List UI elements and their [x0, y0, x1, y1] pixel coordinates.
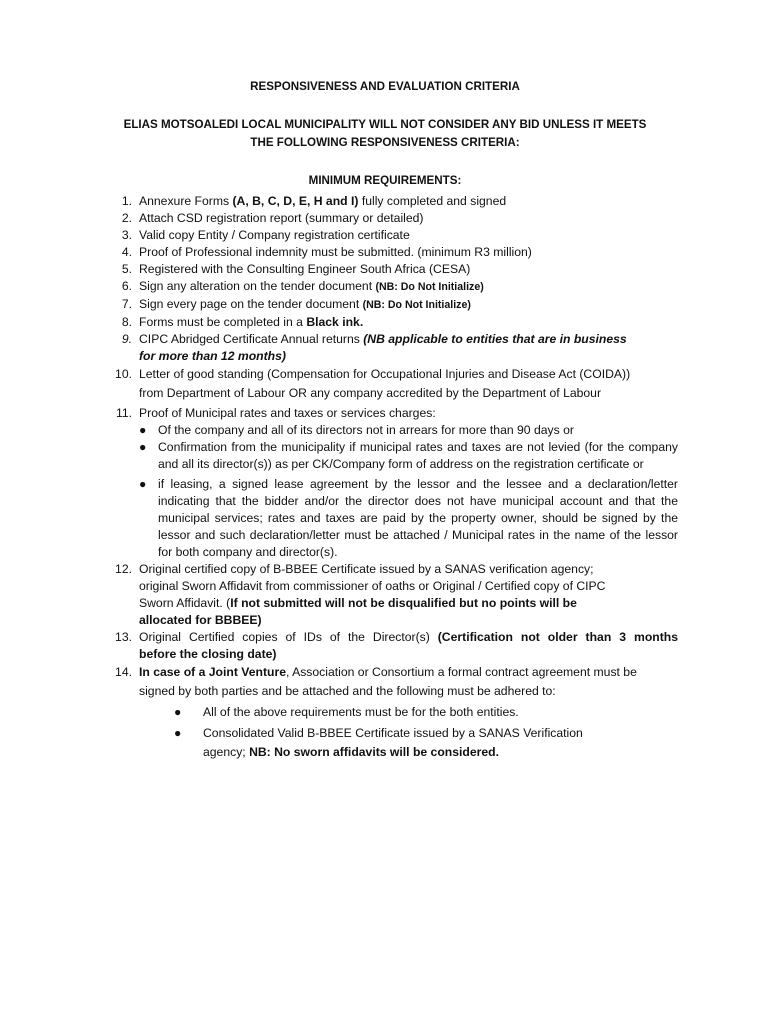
item-text: fully completed and signed	[358, 194, 507, 208]
item-text: Annexure Forms	[139, 194, 233, 208]
requirement-item-11	[110, 405, 678, 422]
item-bold-text: before the closing date)	[139, 647, 277, 661]
item-text: , Association or Consortium a formal contract agreement must be	[285, 665, 637, 679]
list-item	[110, 476, 678, 561]
item-number: 3.	[121, 228, 132, 242]
item-number: 9.	[121, 332, 132, 346]
item-bold-text: (NB: Do Not Initialize)	[375, 281, 484, 293]
minimum-requirements-heading: MINIMUM REQUIREMENTS:	[308, 174, 462, 187]
item-number: 1.	[121, 194, 132, 208]
item-text: Proof of Professional indemnity must be submitted. (minimum R3 million)	[139, 245, 532, 259]
requirement-item-5	[110, 261, 678, 278]
bullet-text: All of the above requirements must be for the both entities.	[203, 705, 519, 719]
requirement-item-3	[110, 227, 678, 244]
requirement-item-12	[110, 561, 678, 629]
item-text: signed by both parties and be attached and the following must be adhered to:	[139, 684, 556, 698]
item-bold-text: allocated for BBBEE)	[139, 613, 262, 627]
bullet-text: Of the company and all of its directors not in arrears for more than 90 days or	[158, 423, 574, 437]
item-text: original Sworn Affidavit from commissioner of oaths or Original / Certified copy of CIPC	[139, 579, 606, 593]
item-number: 14.	[115, 665, 132, 679]
item-text: Original certified copy of B-BBEE Certificate issued by a SANAS verification agency;	[139, 562, 594, 576]
requirement-item-14	[110, 664, 678, 700]
list-item	[110, 422, 678, 439]
item-number: 5.	[121, 262, 132, 276]
requirement-item-4	[110, 244, 678, 261]
item-text: Forms must be completed in a	[139, 315, 307, 329]
item-text: Sign every page on the tender document	[139, 297, 363, 311]
requirement-item-8	[110, 314, 678, 331]
list-item	[110, 704, 678, 721]
item-number: 12.	[115, 562, 132, 576]
bullet-icon: ●	[139, 477, 147, 491]
bullet-bold-text: NB: No sworn affidavits will be considered.	[249, 745, 499, 759]
requirements-list	[110, 193, 678, 761]
item-bold-text: (NB applicable to entities that are in business	[363, 332, 627, 346]
item-number: 11.	[115, 406, 132, 420]
responsiveness-statement	[90, 116, 680, 152]
item-text: Attach CSD registration report (summary or detailed)	[139, 211, 424, 225]
item-bold-text: for more than 12 months)	[139, 349, 286, 363]
bullet-text: if leasing, a signed lease agreement by the lessor and the lessee and a declaration/letter indicating that the bidder and/or the director does not have municipal account and that the municipal services; rates and taxes are paid by the property owner, should be signed by the lessor and such declaration/letter must be attached / Municipal rates in the name of the lessor for both company and director(s).	[158, 477, 678, 559]
item-text: from Department of Labour OR any company accredited by the Department of Labour	[139, 386, 602, 400]
item-number: 6.	[121, 279, 132, 293]
item-bold-text: Black ink.	[306, 315, 364, 329]
bullet-icon: ●	[139, 440, 147, 454]
document-title: RESPONSIVENESS AND EVALUATION CRITERIA	[250, 80, 520, 93]
item-bold-text: If not submitted will not be disqualified but no points will be	[230, 596, 577, 610]
item-number: 2.	[121, 211, 132, 225]
list-item	[110, 725, 678, 761]
requirement-item-6	[110, 278, 678, 296]
requirement-item-9	[110, 331, 678, 365]
requirement-item-1	[110, 193, 678, 210]
item-text: Registered with the Consulting Engineer South Africa (CESA)	[139, 262, 471, 276]
requirement-item-7	[110, 296, 678, 314]
item-text: Sworn Affidavit. (	[139, 596, 231, 610]
item-text: Original Certified copies of IDs of the Director(s)	[139, 630, 438, 644]
requirement-item-10	[110, 366, 678, 402]
requirement-item-13	[110, 629, 678, 663]
item-bold-text: In case of a Joint Venture	[139, 665, 286, 679]
bullet-icon: ●	[174, 705, 182, 719]
statement-line-2: THE FOLLOWING RESPONSIVENESS CRITERIA:	[250, 136, 520, 149]
item-text: Proof of Municipal rates and taxes or services charges:	[139, 406, 436, 420]
bullet-icon: ●	[174, 726, 182, 740]
bullet-text: agency;	[203, 745, 250, 759]
item-number: 4.	[121, 245, 132, 259]
list-item	[110, 439, 678, 473]
bullet-text: Confirmation from the municipality if municipal rates and taxes are not levied (for the company and all its director(s)) as per CK/Company form of address on the registration certificate or	[158, 440, 678, 471]
item-number: 13.	[115, 630, 132, 644]
statement-line-1: ELIAS MOTSOALEDI LOCAL MUNICIPALITY WILL NOT CONSIDER ANY BID UNLESS IT MEETS	[123, 118, 647, 131]
item-bold-text: (Certification not older than 3 months	[437, 630, 678, 644]
item-number: 8.	[121, 315, 132, 329]
item-bold-text: (A, B, C, D, E, H and I)	[232, 194, 359, 208]
bullet-text: Consolidated Valid B-BBEE Certificate issued by a SANAS Verification	[203, 726, 583, 740]
item-text: Sign any alteration on the tender document	[139, 279, 376, 293]
bullet-icon: ●	[139, 423, 147, 437]
item-text: Letter of good standing (Compensation for Occupational Injuries and Disease Act (COIDA))	[139, 367, 631, 381]
item-number: 7.	[121, 297, 132, 311]
item-text: CIPC Abridged Certificate Annual returns	[139, 332, 364, 346]
requirement-item-2	[110, 210, 678, 227]
item-text: Valid copy Entity / Company registration certificate	[139, 228, 410, 242]
item-number: 10.	[115, 367, 132, 381]
item-bold-text: (NB: Do Not Initialize)	[362, 299, 471, 311]
